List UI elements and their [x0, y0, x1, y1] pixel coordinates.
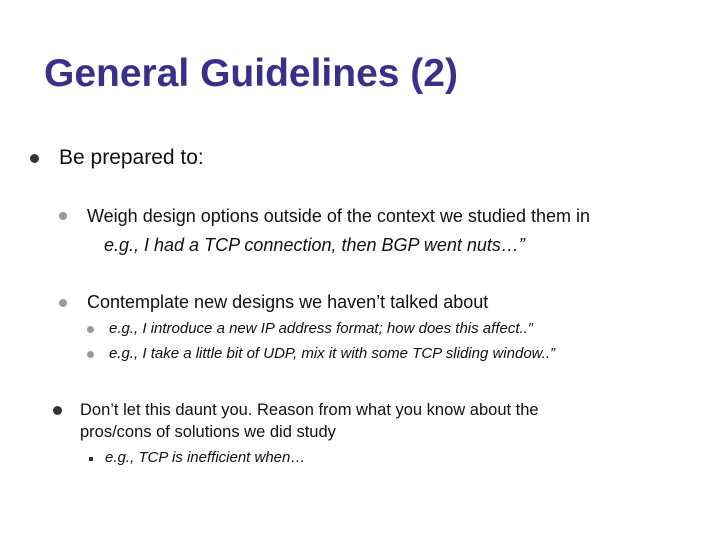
bullet-dot-icon	[30, 154, 39, 163]
slide-title: General Guidelines (2)	[44, 52, 458, 95]
example-udp-tcp-mix: e.g., I take a little bit of UDP, mix it with some TCP sliding window..”	[109, 345, 556, 362]
bullet-dot-icon	[87, 351, 94, 358]
example-tcp-bgp: e.g., I had a TCP connection, then BGP went nuts…”	[104, 235, 525, 255]
bullet-dot-icon	[87, 326, 94, 333]
bullet-dot-icon	[53, 406, 62, 415]
bullet-be-prepared: Be prepared to:	[59, 146, 204, 169]
square-bullet-icon	[89, 457, 93, 461]
bullet-dot-icon	[59, 212, 67, 220]
bullet-dont-let-this-daunt-continued: pros/cons of solutions we did study	[80, 423, 336, 441]
example-new-ip-format: e.g., I introduce a new IP address format; how does this affect..”	[109, 320, 533, 337]
bullet-weigh-design-options: Weigh design options outside of the context we studied them in	[87, 206, 590, 226]
bullet-contemplate-new-designs: Contemplate new designs we haven’t talked about	[87, 292, 489, 312]
example-tcp-inefficient: e.g., TCP is inefficient when…	[105, 449, 306, 466]
bullet-dont-let-this-daunt: Don’t let this daunt you. Reason from what you know about the	[80, 401, 539, 419]
bullet-dot-icon	[59, 299, 67, 307]
